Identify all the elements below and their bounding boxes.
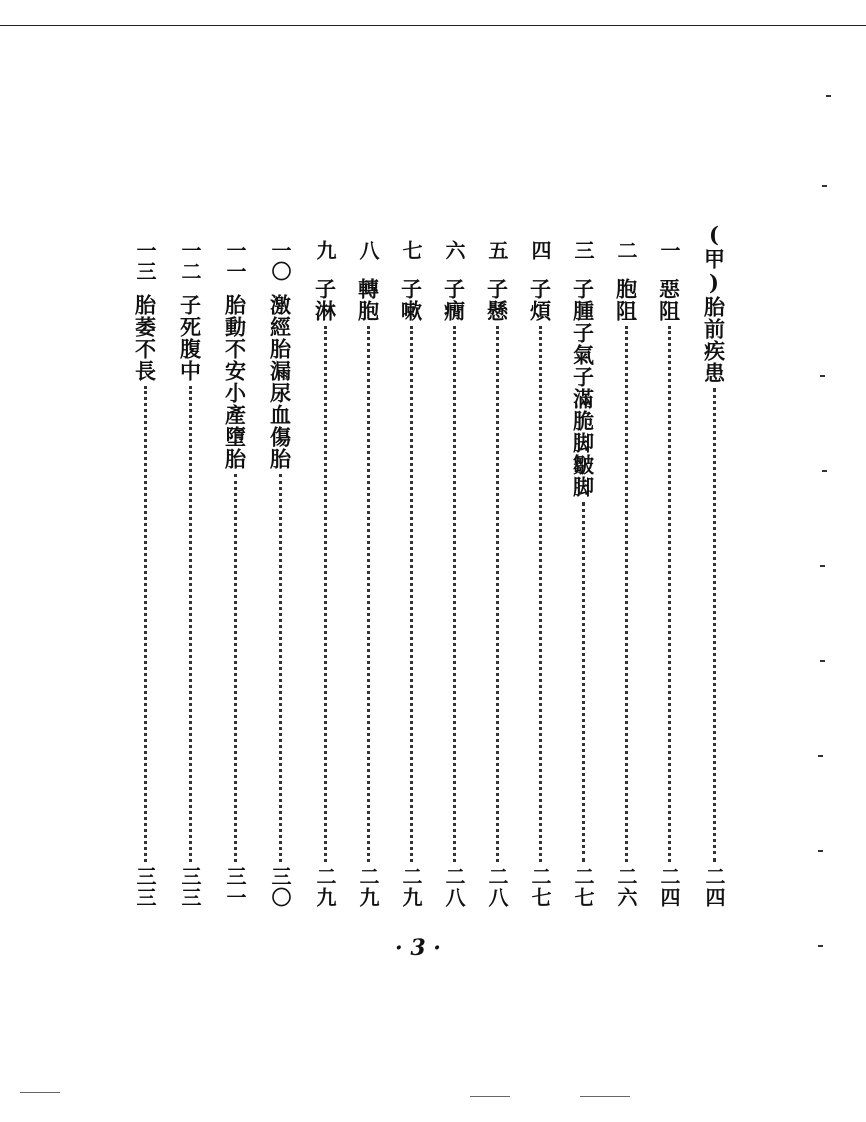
toc-entry: [606, 240, 646, 908]
entry-page: 二九: [313, 866, 337, 908]
leader-dots: [367, 326, 370, 862]
toc-entry: [305, 240, 345, 908]
leader-dots: [189, 386, 192, 862]
entry-page: 三一: [223, 866, 247, 908]
scan-speck: [820, 375, 825, 377]
entry-title: 胎萎不長: [132, 294, 158, 382]
entry-page: 三〇: [268, 866, 292, 908]
entry-title: 惡阻: [656, 278, 682, 322]
toc-heading: [694, 222, 734, 908]
entry-number: 八: [356, 240, 380, 261]
leader-dots: [496, 326, 499, 862]
scan-speck: [822, 470, 827, 472]
entry-title: 子死腹中: [177, 294, 203, 382]
leader-dots: [324, 326, 327, 862]
entry-number: 七: [399, 240, 423, 261]
entry-number: 一〇: [268, 240, 292, 282]
entry-page: 二四: [657, 866, 681, 908]
entry-page: 三三: [178, 866, 202, 908]
leader-dots: [279, 474, 282, 862]
entry-title: 激經胎漏尿血傷胎: [267, 294, 293, 470]
leader-dots: [144, 386, 147, 862]
toc-entry: [477, 240, 517, 908]
leader-dots: [582, 502, 585, 862]
entry-page: 二九: [356, 866, 380, 908]
scan-speck: [818, 755, 823, 757]
entry-title: 胎動不安小產墮胎: [222, 294, 248, 470]
leader-dots: [453, 326, 456, 862]
entry-number: 三: [571, 240, 595, 261]
toc-entry: [563, 240, 603, 908]
toc-entry: [348, 240, 388, 908]
entry-page: 二七: [528, 866, 552, 908]
scan-speck: [820, 660, 825, 662]
scan-speck: [818, 850, 823, 852]
entry-page: 二八: [485, 866, 509, 908]
leader-dots: [625, 326, 628, 862]
toc-entry: [170, 240, 210, 908]
entry-title: 胞阻: [613, 278, 639, 322]
top-rule: [0, 25, 866, 26]
entry-number: 一: [657, 240, 681, 261]
scan-speck: [822, 185, 827, 187]
leader-dots: [668, 326, 671, 862]
leader-dots: [410, 326, 413, 862]
entry-title: 子淋: [312, 278, 338, 322]
entry-number: 六: [442, 240, 466, 261]
entry-number: 一二: [178, 240, 202, 282]
entry-number: 五: [485, 240, 509, 261]
entry-page: 二八: [442, 866, 466, 908]
entry-title: 子煩: [527, 278, 553, 322]
toc-entry: [125, 240, 165, 908]
entry-number: 四: [528, 240, 552, 261]
page-folio: · 3 ·: [395, 935, 441, 961]
toc-entry: [260, 240, 300, 908]
toc-entry: [520, 240, 560, 908]
entry-title: 子腫子氣子滿脆脚皺脚: [570, 278, 596, 498]
toc-entry: [434, 240, 474, 908]
entry-title: 子嗽: [398, 278, 424, 322]
entry-number: 一一: [223, 240, 247, 282]
entry-title: 子懸: [484, 278, 510, 322]
toc-entry: [391, 240, 431, 908]
scan-speck: [818, 945, 823, 947]
scan-speck: [826, 95, 831, 97]
leader-dots: [713, 388, 716, 862]
heading-page: 二四: [702, 866, 726, 908]
entry-title: 子癇: [441, 278, 467, 322]
entry-page: 二七: [571, 866, 595, 908]
entry-page: 二九: [399, 866, 423, 908]
leader-dots: [539, 326, 542, 862]
scan-smudge: [580, 1096, 630, 1097]
entry-number: 一三: [133, 240, 157, 282]
entry-number: 九: [313, 240, 337, 261]
leader-dots: [234, 474, 237, 862]
toc-entry: [649, 240, 689, 908]
scan-smudge: [470, 1096, 510, 1097]
scan-speck: [820, 565, 825, 567]
scan-smudge: [20, 1092, 60, 1093]
heading-label: (甲)胎前疾患: [701, 222, 727, 384]
entry-number: 二: [614, 240, 638, 261]
toc-entry: [215, 240, 255, 908]
entry-page: 二六: [614, 866, 638, 908]
entry-page: 三三: [133, 866, 157, 908]
entry-title: 轉胞: [355, 278, 381, 322]
